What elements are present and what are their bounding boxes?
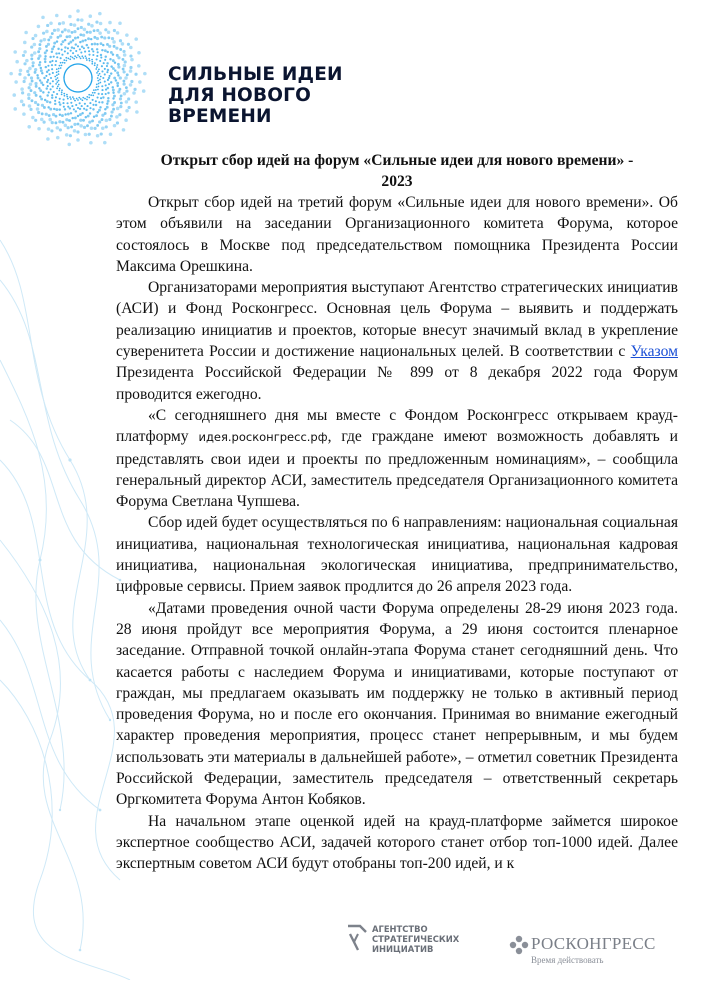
asi-arrow-logo-icon: [346, 922, 370, 954]
asi-line-1: АГЕНТСТВО: [372, 924, 428, 934]
logo-line-1: СИЛЬНЫЕ ИДЕИ: [168, 64, 343, 85]
roscongress-tagline: Время действовать: [531, 955, 604, 965]
asi-line-2: СТРАТЕГИЧЕСКИХ: [372, 934, 460, 944]
paragraph-2-text-b: Президента Российской Федерации № 899 от 8 декабря 2022 года Форум проводится ежегодно.: [116, 364, 678, 403]
paragraph-5: «Датами проведения очной части Форума определены 28-29 июня 2023 года. 28 июня пройдут все мероприятия Форума, а 29 июня состоится пленарное заседание. Отправной точкой онлайн-этапа Форума станет сегодняшний день. Что касается работы с наследием Форума и инициативами, которые поступают от граждан, мы предлагаем оказывать им поддержку не только в активный период проведения Форума, но и после его окончания. Принимая во внимание ежегодный характер проведения мероприятия, процесс станет непрерывным, и мы будем использовать эти материалы в дальнейшей работе», – отметил советник Президента Российской Федерации, заместитель председателя – ответственный секретарь Оргкомитета Форума Антон Кобяков.: [116, 599, 678, 809]
platform-url: идея.росконгресс.рф: [198, 430, 328, 445]
article-title: [116, 150, 678, 192]
forum-logo-text: [168, 64, 343, 127]
paragraph-2: [116, 277, 678, 405]
decree-link[interactable]: Указом: [630, 343, 678, 361]
paragraph-3: [116, 405, 678, 512]
asi-logo: [346, 920, 476, 975]
paragraph-6: На начальном этапе оценкой идей на крауд-платформе займется широкое экспертное сообщество АСИ, задачей которого станет отбор топ-1000 идей. Далее экспертным советом АСИ будут отобраны топ-200 идей, и к: [116, 812, 678, 873]
logo-line-2: ДЛЯ НОВОГО: [168, 85, 312, 106]
article-title-line-1: Открыт сбор идей на форум «Сильные идеи для нового времени» -: [160, 152, 634, 169]
article-title-line-2: 2023: [381, 173, 413, 190]
roscongress-logo: [509, 934, 679, 974]
paragraph-2-text-a: Организаторами мероприятия выступают Агентство стратегических инициатив (АСИ) и Фонд Росконгресс. Основная цель Форума – выявить и поддержать реализацию инициатив и проектов, которые внесут значимый вклад в укрепление суверенитета России и достижение национальных целей. В соответствии с: [116, 279, 678, 361]
paragraph-3-text-a: «С сегодняшнего дня мы вместе с Фондом Росконгресс открываем крауд-платформу: [116, 406, 678, 446]
paragraph-4: Сбор идей будет осуществляться по 6 направлениям: национальная социальная инициатива, национальная технологическая инициатива, национальная кадровая инициатива, национальная экологическая инициатива, предпринимательство, цифровые сервисы. Прием заявок продлится до 26 апреля 2023 года.: [116, 514, 678, 596]
asi-line-3: ИНИЦИАТИВ: [372, 944, 434, 954]
paragraph-1: Открыт сбор идей на третий форум «Сильные идеи для нового времени». Об этом объявили на заседании Организационного комитета Форума, которое состоялось в Москве под председательством помощника Президента России Максима Орешкина.: [116, 194, 678, 275]
article-body: [116, 150, 678, 875]
roscongress-flower-icon: [509, 935, 529, 955]
paragraph-3-text-b: , где граждане имеют возможность добавлять и представлять свои идеи и проекты по предложенным номинациям», – сообщила генеральный директор АСИ, заместитель председателя Организационного комитета Форума Светлана Чупшева.: [116, 428, 678, 511]
roscongress-name: РОСКОНГРЕСС: [531, 934, 656, 953]
logo-line-3: ВРЕМЕНИ: [168, 106, 272, 127]
